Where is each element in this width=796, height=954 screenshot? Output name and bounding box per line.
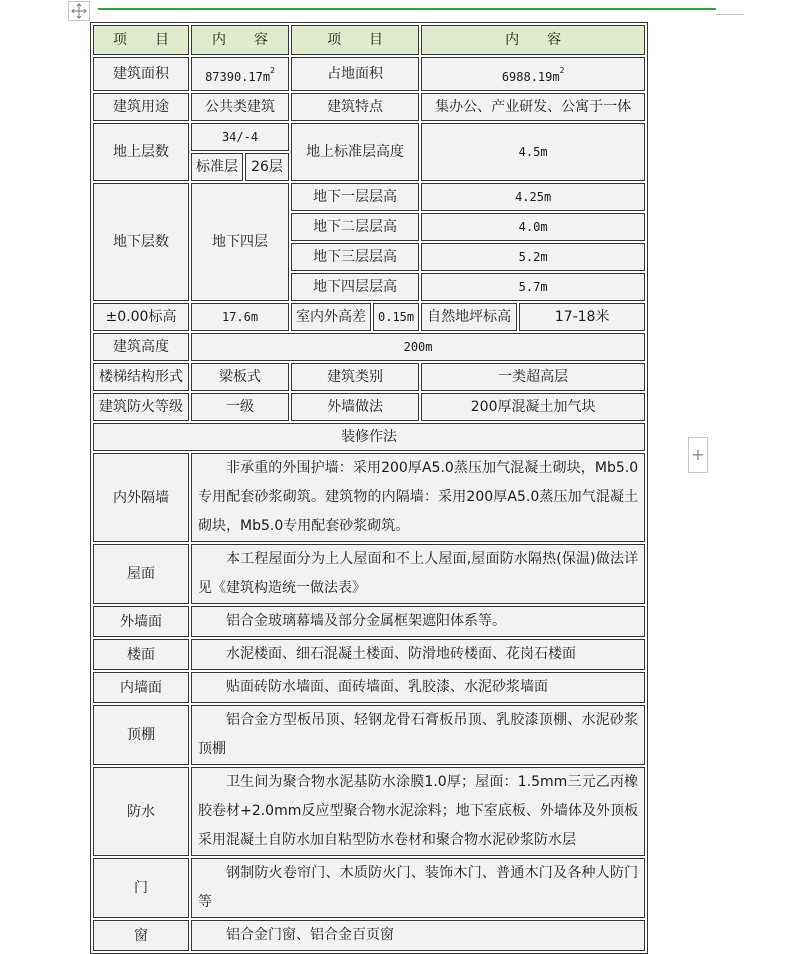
std-height-value: 4.5m — [421, 123, 645, 181]
indoor-outdoor-diff-label: 室内外高差 — [291, 303, 371, 331]
category-label: 建筑类别 — [291, 363, 419, 391]
header-content-1: 内 容 — [191, 25, 289, 55]
b2-height-value: 4.0m — [421, 213, 645, 241]
header-rule — [98, 0, 716, 10]
below-floors-label: 地下层数 — [93, 183, 189, 301]
stair-label: 楼梯结构形式 — [93, 363, 189, 391]
std-height-label: 地上标准层高度 — [291, 123, 419, 181]
decor-text: 铝合金玻璃幕墙及部分金属框架遮阳体系等。 — [191, 606, 645, 637]
stair-value: 梁板式 — [191, 363, 289, 391]
table-row — [93, 303, 645, 331]
table-row — [93, 544, 645, 604]
table-row — [93, 423, 645, 451]
decor-text: 非承重的外围护墙：采用200厚A5.0蒸压加气混凝土砌块，Mb5.0专用配套砂浆砌筑。建筑物的内隔墙：采用200厚A5.0蒸压加气混凝土砌块，Mb5.0专用配套砂浆砌筑。 — [191, 453, 645, 542]
table-row — [93, 920, 645, 951]
decor-label: 内墙面 — [93, 672, 189, 703]
header-item-1: 项 目 — [93, 25, 189, 55]
decor-label: 屋面 — [93, 544, 189, 604]
ground-elevation-label: 自然地坪标高 — [421, 303, 517, 331]
table-row — [93, 767, 645, 856]
exterior-wall-label: 外墙做法 — [291, 393, 419, 421]
exterior-wall-value: 200厚混凝土加气块 — [421, 393, 645, 421]
table-row — [93, 363, 645, 391]
table-header-row — [93, 25, 645, 55]
decor-text: 卫生间为聚合物水泥基防水涂膜1.0厚；屋面：1.5mm三元乙丙橡胶卷材+2.0mm反应型聚合物水泥涂料；地下室底板、外墙体及外顶板采用混凝土自防水加自粘型防水卷材和聚合物水泥砂浆防水层 — [191, 767, 645, 856]
header-rule-right — [716, 0, 744, 15]
header-item-2: 项 目 — [291, 25, 419, 55]
decor-text: 贴面砖防水墙面、面砖墙面、乳胶漆、水泥砂浆墙面 — [191, 672, 645, 703]
fire-rating-label: 建筑防火等级 — [93, 393, 189, 421]
above-floors-label: 地上层数 — [93, 123, 189, 181]
b3-height-label: 地下三层层高 — [291, 243, 419, 271]
table-row — [93, 123, 645, 151]
ground-elevation-value: 17-18米 — [519, 303, 645, 331]
decor-label: 外墙面 — [93, 606, 189, 637]
above-floors-value: 34/-4 — [191, 123, 289, 151]
b3-height-value: 5.2m — [421, 243, 645, 271]
table-row — [93, 333, 645, 361]
decor-text: 铝合金门窗、铝合金百页窗 — [191, 920, 645, 951]
decor-text: 钢制防火卷帘门、木质防火门、装饰木门、普通木门及各种人防门等 — [191, 858, 645, 918]
area-value: $87390.17m^2$ — [191, 57, 289, 91]
std-floor-value: 26层 — [245, 153, 289, 181]
use-label: 建筑用途 — [93, 93, 189, 121]
add-column-plus-icon[interactable]: + — [688, 437, 708, 473]
building-spec-table — [90, 22, 648, 954]
category-value: 一类超高层 — [421, 363, 645, 391]
table-row — [93, 606, 645, 637]
land-area-label: 占地面积 — [291, 57, 419, 91]
table-row — [93, 453, 645, 542]
use-value: 公共类建筑 — [191, 93, 289, 121]
table-row — [93, 93, 645, 121]
table-row — [93, 858, 645, 918]
elevation-value: 17.6m — [191, 303, 289, 331]
table-row — [93, 183, 645, 211]
fire-rating-value: 一级 — [191, 393, 289, 421]
table-row — [93, 705, 645, 765]
header-content-2: 内 容 — [421, 25, 645, 55]
table-row — [93, 672, 645, 703]
decor-text: 本工程屋面分为上人屋面和不上人屋面,屋面防水隔热(保温)做法详见《建筑构造统一做法表》 — [191, 544, 645, 604]
b1-height-value: 4.25m — [421, 183, 645, 211]
b1-height-label: 地下一层层高 — [291, 183, 419, 211]
elevation-label: ±0.00标高 — [93, 303, 189, 331]
decor-text: 铝合金方型板吊顶、轻钢龙骨石膏板吊顶、乳胶漆顶棚、水泥砂浆顶棚 — [191, 705, 645, 765]
decor-label: 顶棚 — [93, 705, 189, 765]
b4-height-label: 地下四层层高 — [291, 273, 419, 301]
building-height-value: 200m — [191, 333, 645, 361]
area-label: 建筑面积 — [93, 57, 189, 91]
decor-label: 防水 — [93, 767, 189, 856]
table-row — [93, 393, 645, 421]
below-floors-value: 地下四层 — [191, 183, 289, 301]
indoor-outdoor-diff-value: 0.15m — [373, 303, 419, 331]
b4-height-value: 5.7m — [421, 273, 645, 301]
decor-label: 窗 — [93, 920, 189, 951]
decor-label: 楼面 — [93, 639, 189, 670]
building-height-label: 建筑高度 — [93, 333, 189, 361]
table-move-handle-icon[interactable] — [68, 1, 90, 21]
table-row — [93, 57, 645, 91]
decor-label: 门 — [93, 858, 189, 918]
std-floor-label: 标准层 — [191, 153, 243, 181]
decor-label: 内外隔墙 — [93, 453, 189, 542]
land-area-value: $6988.19m^2$ — [421, 57, 645, 91]
decor-text: 水泥楼面、细石混凝土楼面、防滑地砖楼面、花岗石楼面 — [191, 639, 645, 670]
b2-height-label: 地下二层层高 — [291, 213, 419, 241]
feature-label: 建筑特点 — [291, 93, 419, 121]
table-row — [93, 639, 645, 670]
feature-value: 集办公、产业研发、公寓于一体 — [421, 93, 645, 121]
decor-section-title: 装修作法 — [93, 423, 645, 451]
